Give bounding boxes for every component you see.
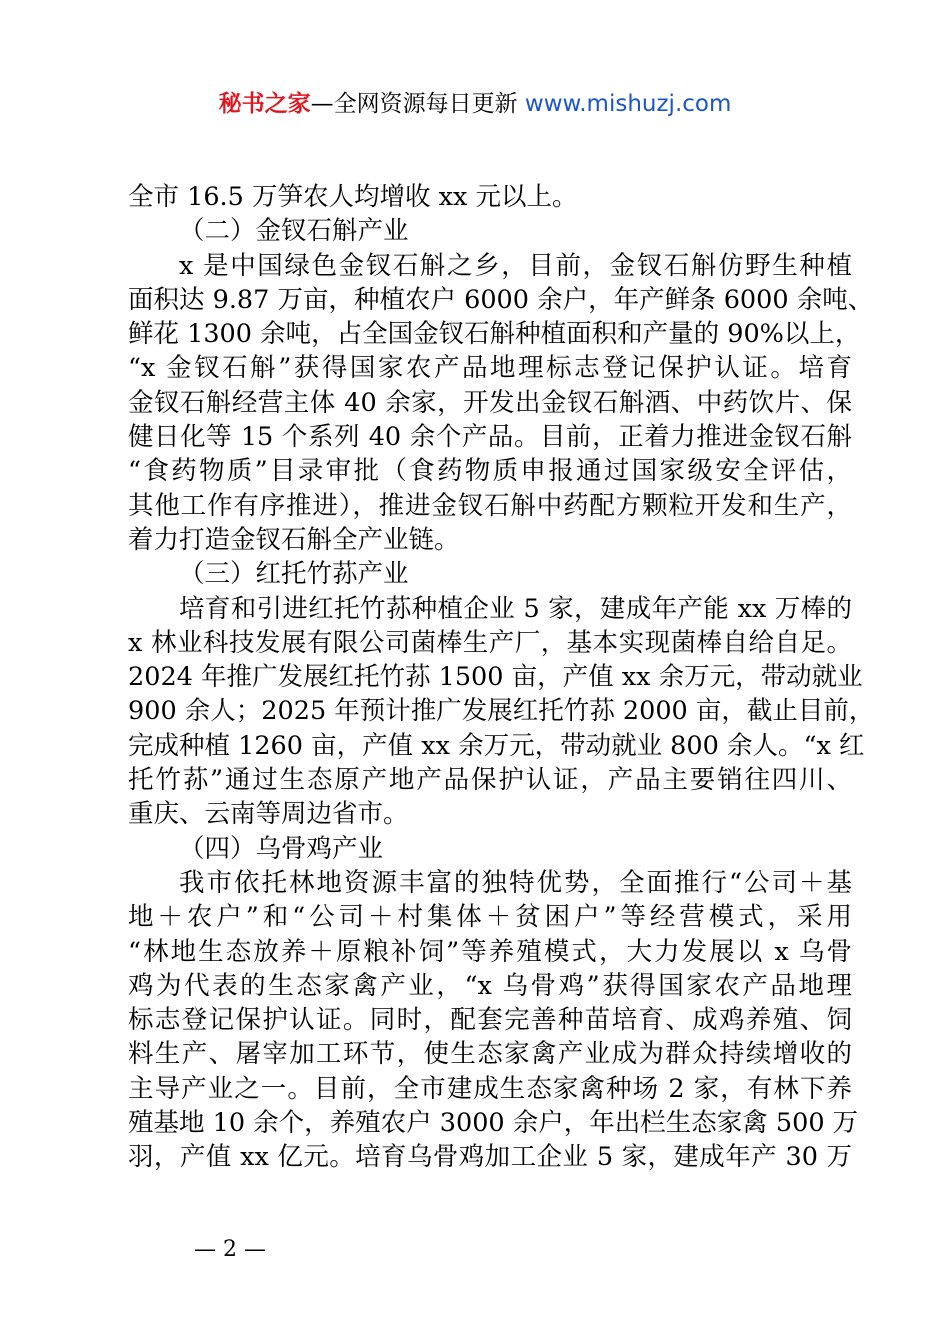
paragraph-line: 面积达 9.87 万亩，种植农户 6000 余户，年产鲜条 6000 余吨、 bbox=[128, 284, 874, 315]
paragraph-line: 托竹荪”通过生态原产地产品保护认证，产品主要销往四川、 bbox=[128, 765, 852, 796]
paragraph-line: 殖基地 10 余个，养殖农户 3000 余户，年出栏生态家禽 500 万 bbox=[128, 1108, 859, 1139]
body-line: 全市 16.5 万笋农人均增收 xx 元以上。 bbox=[128, 182, 578, 212]
paragraph-line: 料生产、屠宰加工环节，使生态家禽产业成为群众持续增收的 bbox=[128, 1039, 852, 1070]
paragraph-line: 地＋农户”和“公司＋村集体＋贫困户”等经营模式，采用 bbox=[128, 902, 852, 933]
site-brand: 秘书之家 bbox=[218, 91, 311, 117]
paragraph-line: “食药物质”目录审批（食药物质申报通过国家级安全评估， bbox=[128, 456, 852, 487]
paragraph-line: x 林业科技发展有限公司菌棒生产厂，基本实现菌棒自给自足。 bbox=[128, 627, 852, 658]
site-header bbox=[0, 86, 950, 122]
document-body bbox=[128, 180, 875, 1175]
paragraph-line: 我市依托林地资源丰富的独特优势，全面推行“公司＋基 bbox=[179, 867, 852, 898]
paragraph-line: 完成种植 1260 亩，产值 xx 余万元，带动就业 800 余人。“x 红 bbox=[128, 730, 865, 761]
paragraph-line: 其他工作有序推进），推进金钗石斛中药配方颗粒开发和生产， bbox=[128, 490, 852, 521]
header-slogan: 全网资源每日更新 bbox=[333, 91, 518, 117]
paragraph-line: 金钗石斛经营主体 40 余家，开发出金钗石斛酒、中药饮片、保 bbox=[128, 387, 852, 418]
page-number: — 2 — bbox=[194, 1237, 266, 1262]
site-url-link[interactable]: www.mishuzj.com bbox=[524, 91, 732, 117]
paragraph-line: 鸡为代表的生态家禽产业，“x 乌骨鸡”获得国家农产品地理 bbox=[128, 970, 852, 1001]
paragraph-line: 鲜花 1300 余吨，占全国金钗石斛种植面积和产量的 90%以上， bbox=[128, 319, 861, 350]
paragraph-line: 羽，产值 xx 亿元。培育乌骨鸡加工企业 5 家，建成年产 30 万 bbox=[128, 1142, 852, 1173]
paragraph-line: 2024 年推广发展红托竹荪 1500 亩，产值 xx 余万元，带动就业 bbox=[128, 662, 863, 693]
section-heading-3: （三）红托竹荪产业 bbox=[179, 559, 409, 590]
paragraph-line: 健日化等 15 个系列 40 余个产品。目前，正着力推进金钗石斛 bbox=[128, 422, 852, 453]
paragraph-line: “x 金钗石斛”获得国家农产品地理标志登记保护认证。培育 bbox=[128, 353, 852, 384]
paragraph-line: 培育和引进红托竹荪种植企业 5 家，建成年产能 xx 万棒的 bbox=[179, 593, 852, 624]
paragraph-line: 着力打造金钗石斛全产业链。 bbox=[128, 524, 460, 555]
paragraph-line: “林地生态放养＋原粮补饲”等养殖模式，大力发展以 x 乌骨 bbox=[128, 936, 852, 967]
paragraph-line: 标志登记保护认证。同时，配套完善种苗培育、成鸡养殖、饲 bbox=[128, 1005, 852, 1036]
paragraph-line: 主导产业之一。目前，全市建成生态家禽种场 2 家，有林下养 bbox=[128, 1073, 852, 1104]
header-dash: — bbox=[310, 91, 334, 117]
paragraph-line: 900 余人；2025 年预计推广发展红托竹荪 2000 亩，截止目前， bbox=[128, 696, 875, 727]
paragraph-line: 重庆、云南等周边省市。 bbox=[128, 799, 409, 830]
section-heading-2: （二）金钗石斛产业 bbox=[179, 216, 409, 247]
paragraph-line: x 是中国绿色金钗石斛之乡，目前，金钗石斛仿野生种植 bbox=[179, 250, 852, 281]
section-heading-4: （四）乌骨鸡产业 bbox=[179, 833, 384, 864]
